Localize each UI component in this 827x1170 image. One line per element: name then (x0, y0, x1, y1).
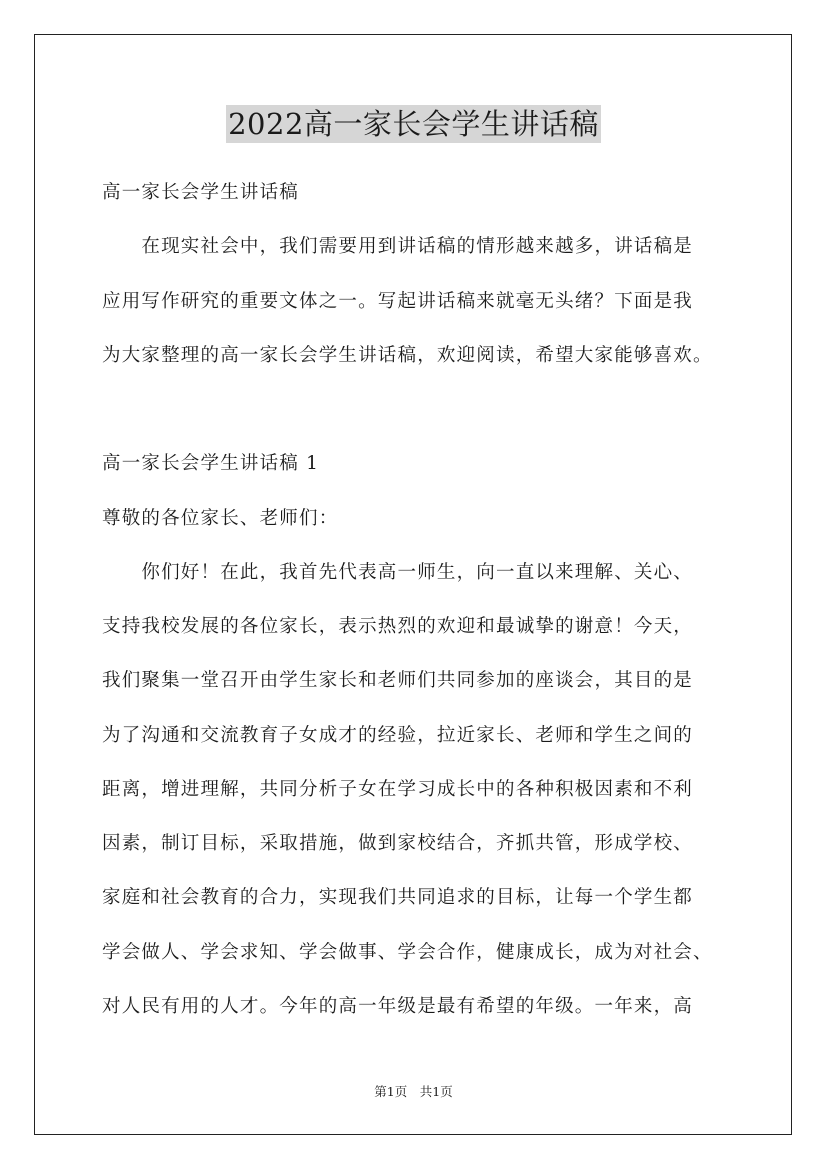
document-title: 2022高一家长会学生讲话稿 (228, 107, 599, 141)
body-line: 应用写作研究的重要文体之一。写起讲话稿来就毫无头绪？下面是我 (102, 291, 694, 312)
body-line: 我们聚集一堂召开由学生家长和老师们共同参加的座谈会，其目的是 (102, 670, 694, 691)
body-line: 家庭和社会教育的合力，实现我们共同追求的目标，让每一个学生都 (102, 887, 694, 908)
body-line: 距离，增进理解，共同分析子女在学习成长中的各种积极因素和不利 (102, 779, 694, 800)
body-line: 因素，制订目标，采取措施，做到家校结合，齐抓共管，形成学校、 (102, 833, 694, 854)
body-line: 支持我校发展的各位家长，表示热烈的欢迎和最诚挚的谢意！今天， (102, 616, 694, 637)
salutation-line: 尊敬的各位家长、老师们： (102, 508, 339, 529)
body-line: 学会做人、学会求知、学会做事、学会合作，健康成长，成为对社会、 (102, 942, 713, 963)
document-title-wrap (0, 105, 827, 143)
body-line: 为了沟通和交流教育子女成才的经验，拉近家长、老师和学生之间的 (102, 725, 694, 746)
page-footer: 第1页 共1页 (374, 1084, 453, 1099)
subtitle-line: 高一家长会学生讲话稿 (102, 182, 300, 203)
section-heading: 高一家长会学生讲话稿 1 (102, 453, 320, 474)
body-line: 为大家整理的高一家长会学生讲话稿，欢迎阅读，希望大家能够喜欢。 (102, 345, 713, 366)
body-line: 在现实社会中，我们需要用到讲话稿的情形越来越多，讲话稿是 (102, 236, 694, 257)
body-line: 对人民有用的人才。今年的高一年级是最有希望的年级。一年来，高 (102, 996, 694, 1017)
body-line: 你们好！在此，我首先代表高一师生，向一直以来理解、关心、 (102, 562, 694, 583)
